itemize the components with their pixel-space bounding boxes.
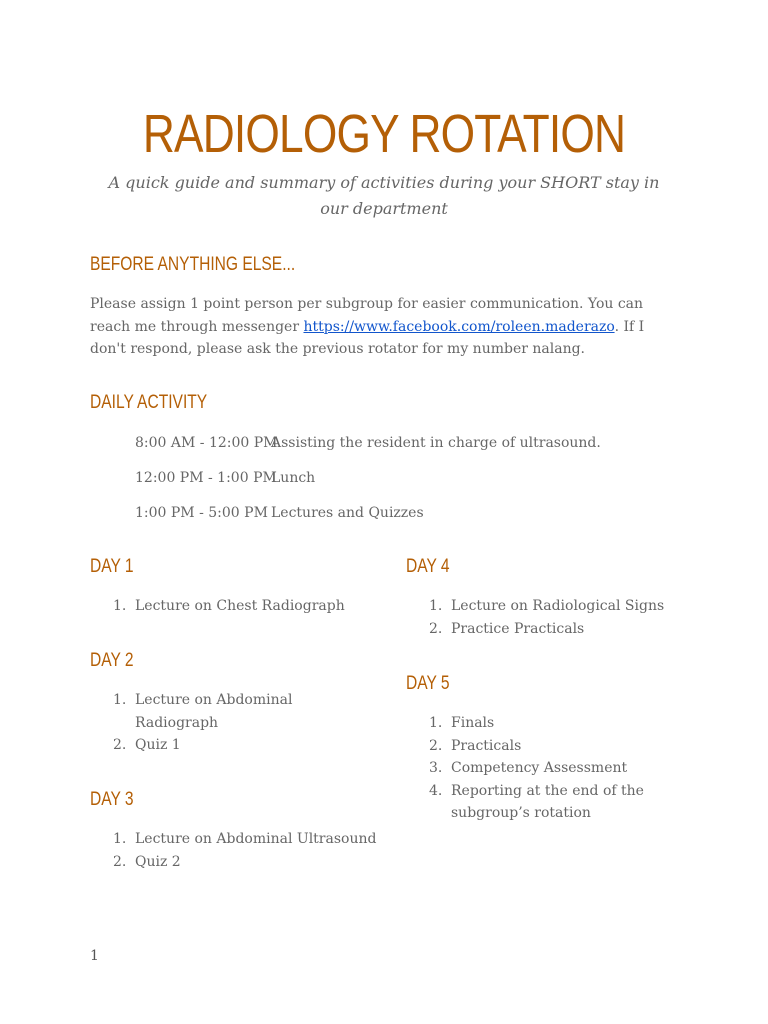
schedule-activity: Assisting the resident in charge of ultrasound. bbox=[271, 435, 601, 451]
messenger-link[interactable]: https://www.facebook.com/roleen.maderazo bbox=[303, 318, 615, 335]
schedule-activity: Lunch bbox=[271, 470, 316, 486]
list-item: 2. Practicals bbox=[429, 737, 522, 754]
heading-day-5: DAY 5 bbox=[406, 673, 450, 694]
list-item: 2. Quiz 1 bbox=[113, 737, 181, 753]
list-item: 1. Lecture on Abdominal Radiograph bbox=[113, 692, 293, 731]
heading-day-3: DAY 3 bbox=[90, 789, 134, 810]
schedule-time: 1:00 PM - 5:00 PM bbox=[135, 505, 268, 521]
document-subtitle: A quick guide and summary of activities during your SHORT stay in our department bbox=[108, 173, 660, 218]
day-3-list bbox=[90, 828, 390, 873]
list-item: 1. Lecture on Radiological Signs bbox=[429, 598, 665, 614]
day-5-list bbox=[406, 712, 676, 825]
list-item: 2. Quiz 2 bbox=[113, 853, 181, 870]
list-item: 1. Lecture on Chest Radiograph bbox=[113, 598, 345, 614]
heading-before-anything-else: BEFORE ANYTHING ELSE... bbox=[90, 254, 296, 275]
list-item: 2. Practice Practicals bbox=[429, 620, 585, 637]
intro-paragraph bbox=[90, 293, 680, 361]
schedule-time: 12:00 PM - 1:00 PM bbox=[135, 470, 277, 486]
day-2-list bbox=[90, 689, 340, 757]
schedule-time: 8:00 AM - 12:00 PM bbox=[135, 435, 278, 451]
heading-day-4: DAY 4 bbox=[406, 556, 450, 577]
day-1-list bbox=[90, 595, 380, 618]
list-item: 3. Competency Assessment bbox=[429, 760, 628, 776]
heading-day-2: DAY 2 bbox=[90, 650, 134, 671]
list-item: 1. Lecture on Abdominal Ultrasound bbox=[113, 831, 377, 847]
intro-text-2: . If I don't respond, please ask the previous rotator for my number nalang. bbox=[90, 318, 645, 357]
document-title: RADIOLOGY ROTATION bbox=[142, 104, 626, 164]
list-item: 1. Finals bbox=[429, 715, 495, 731]
schedule-activity: Lectures and Quizzes bbox=[271, 505, 424, 521]
document-page bbox=[90, 0, 690, 1024]
page-number: 1 bbox=[90, 948, 99, 964]
list-item: 4. Reporting at the end of the subgroup’s rotation bbox=[429, 782, 644, 821]
day-4-list bbox=[406, 595, 696, 640]
heading-day-1: DAY 1 bbox=[90, 556, 134, 577]
intro-text-1: Please assign 1 point person per subgroup for easier communication. You can reach me through messenger bbox=[90, 296, 644, 335]
heading-daily-activity: DAILY ACTIVITY bbox=[90, 392, 208, 413]
